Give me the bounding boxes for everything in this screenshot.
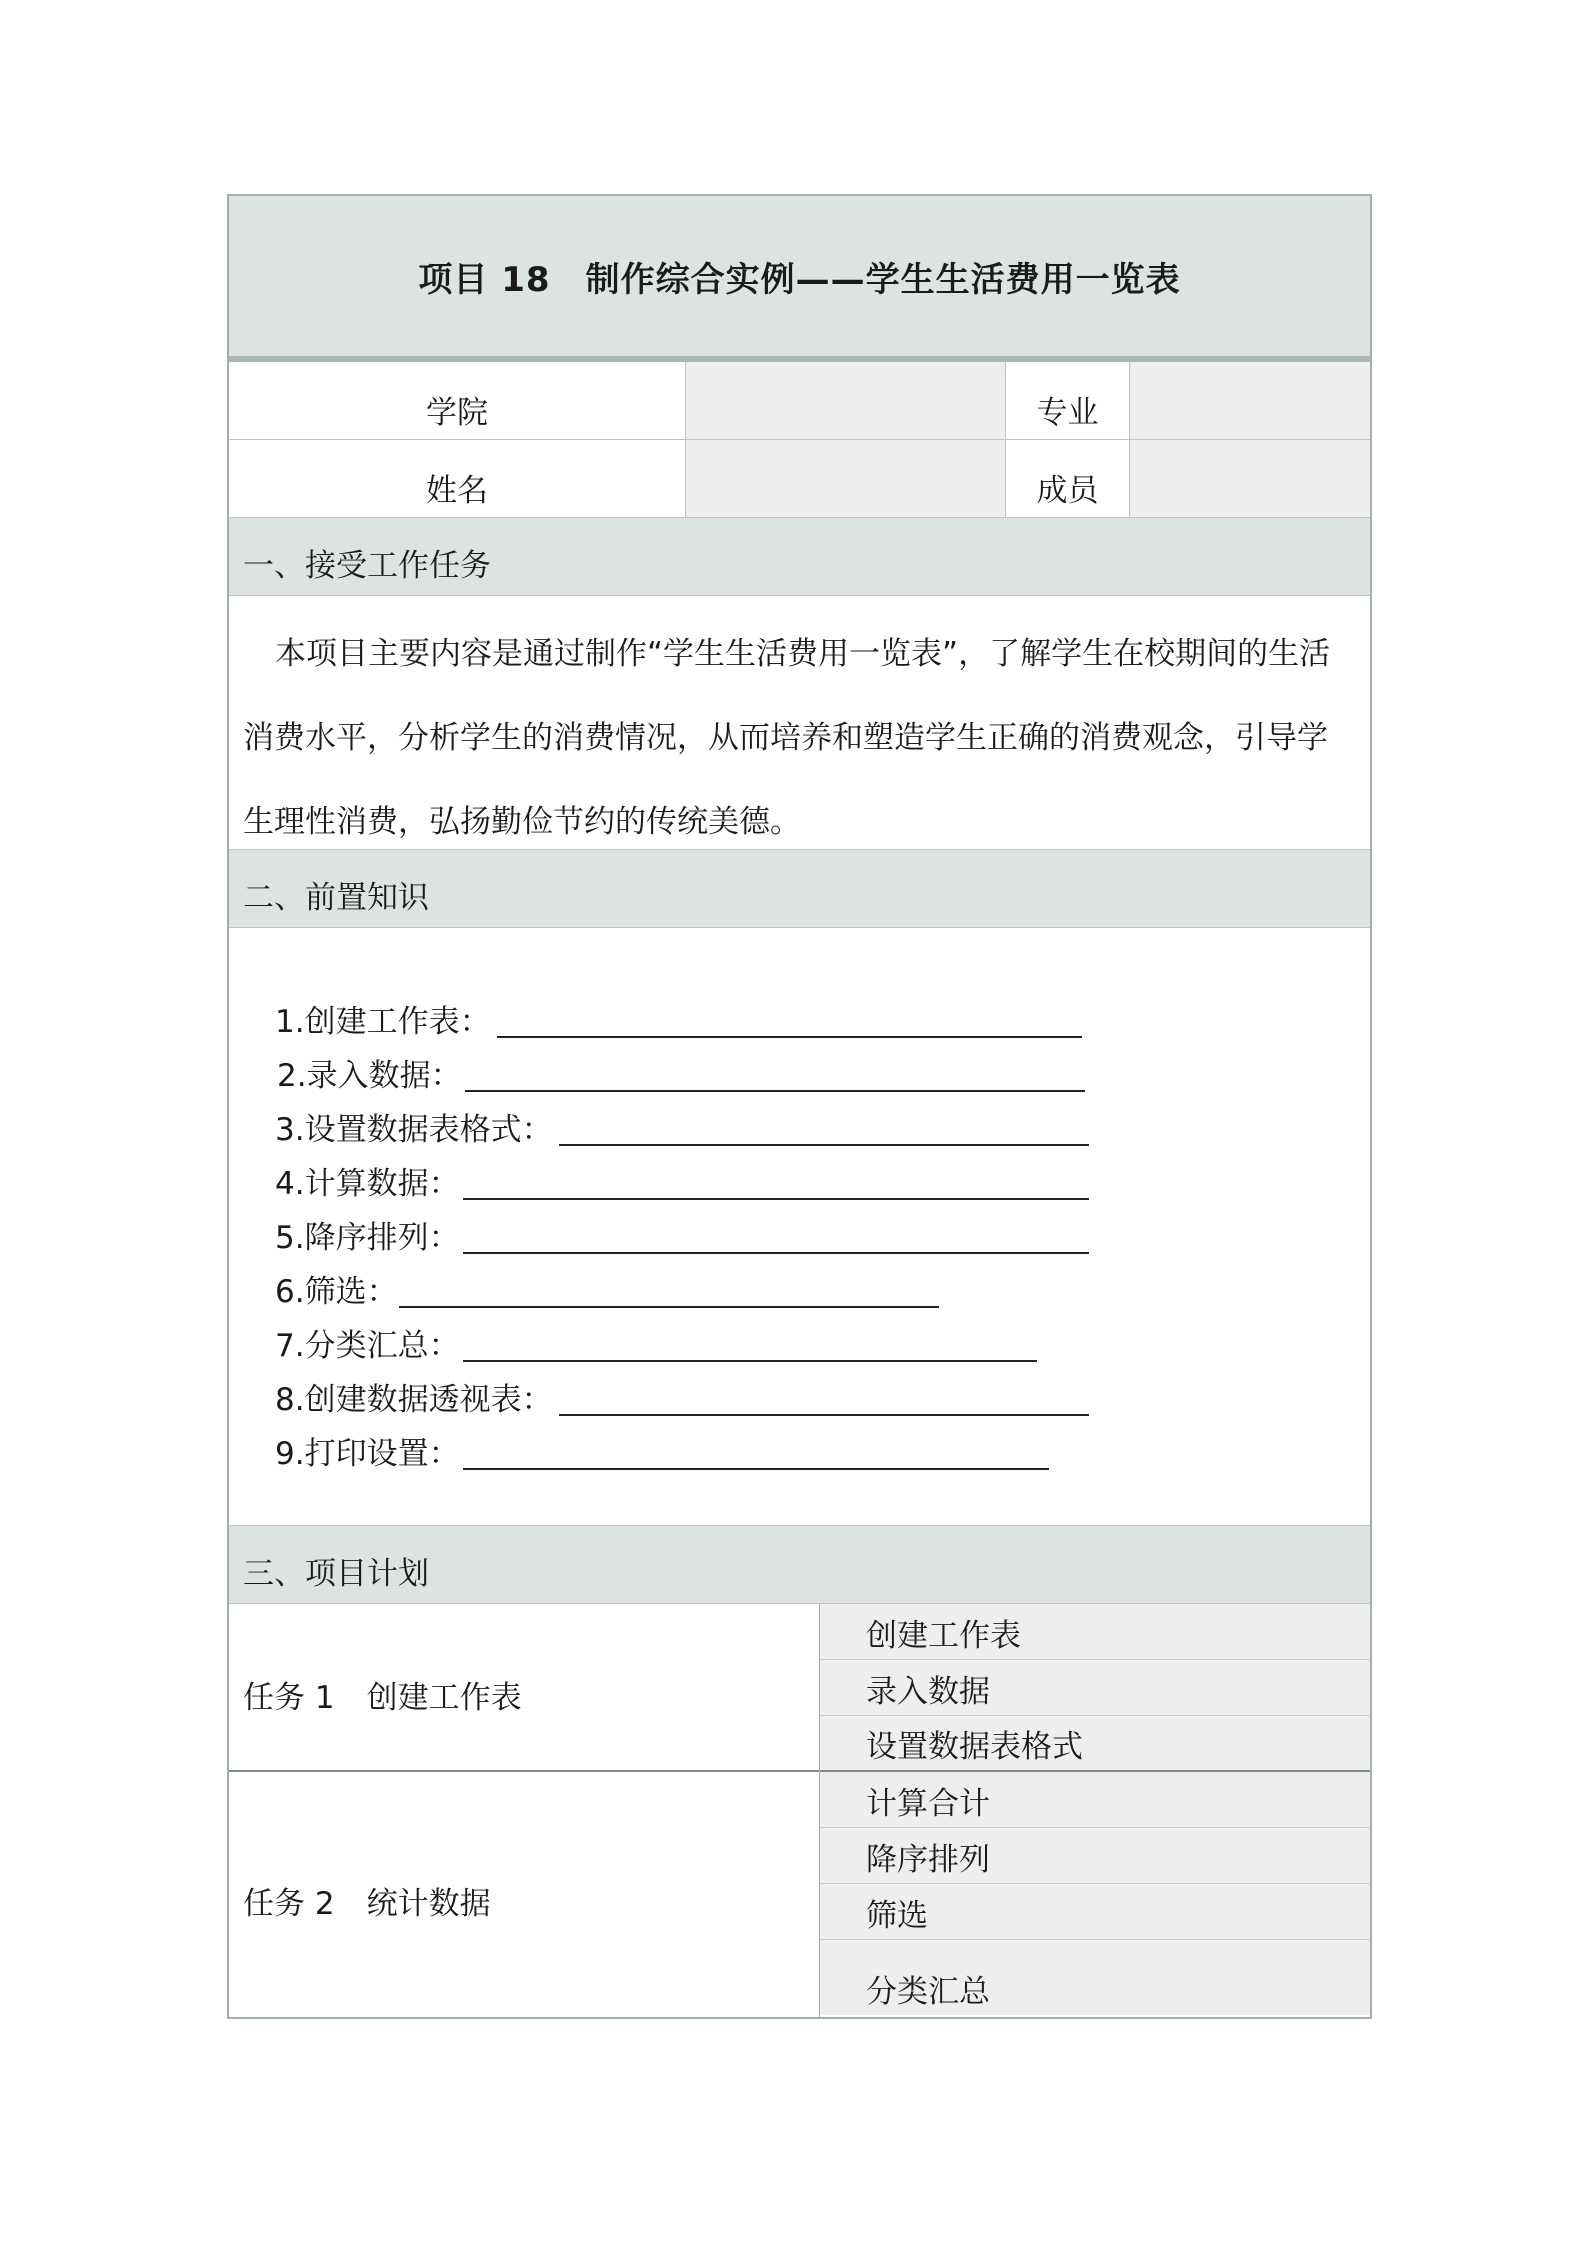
section-3-heading: 三、项目计划 bbox=[229, 1526, 1370, 1604]
knowledge-item bbox=[229, 1158, 1370, 1212]
knowledge-item bbox=[229, 1104, 1370, 1158]
task-1-number: 任务 1 bbox=[243, 1679, 335, 1716]
knowledge-item bbox=[229, 1266, 1370, 1320]
knowledge-item-label: 1.创建工作表： bbox=[275, 1004, 491, 1040]
answer-line[interactable] bbox=[463, 1252, 1089, 1254]
section-2-heading: 二、前置知识 bbox=[229, 850, 1370, 928]
knowledge-item bbox=[229, 1050, 1370, 1104]
project-plan bbox=[229, 1604, 1370, 2017]
subtask: 设置数据表格式 bbox=[820, 1716, 1370, 1772]
answer-line[interactable] bbox=[559, 1414, 1089, 1416]
college-field[interactable] bbox=[686, 362, 1006, 439]
answer-line[interactable] bbox=[463, 1360, 1037, 1362]
name-field[interactable] bbox=[686, 440, 1006, 517]
plan-tasks bbox=[229, 1604, 820, 2017]
name-label: 姓名 bbox=[229, 440, 686, 517]
worksheet-table bbox=[227, 194, 1372, 2019]
answer-line[interactable] bbox=[463, 1198, 1089, 1200]
knowledge-item bbox=[229, 996, 1370, 1050]
info-row-2 bbox=[229, 440, 1370, 518]
page-title: 项目 18 制作综合实例——学生生活费用一览表 bbox=[418, 259, 1181, 300]
knowledge-item bbox=[229, 1212, 1370, 1266]
knowledge-item-label: 9.打印设置： bbox=[275, 1436, 460, 1472]
knowledge-item-label: 3.设置数据表格式： bbox=[275, 1112, 553, 1148]
knowledge-item-label: 5.降序排列： bbox=[275, 1220, 460, 1256]
knowledge-item bbox=[229, 1320, 1370, 1374]
knowledge-item-label: 2.录入数据： bbox=[277, 1058, 462, 1094]
answer-line[interactable] bbox=[465, 1090, 1085, 1092]
knowledge-item-label: 7.分类汇总： bbox=[275, 1328, 460, 1364]
task-2-name: 统计数据 bbox=[366, 1886, 491, 1922]
major-field[interactable] bbox=[1130, 362, 1370, 439]
subtask: 降序排列 bbox=[820, 1828, 1370, 1884]
section-1-body: 本项目主要内容是通过制作“学生生活费用一览表”，了解学生在校期间的生活消费水平，分析学生的消费情况，从而培养和塑造学生正确的消费观念，引导学生理性消费，弘扬勤俭节约的传统美德。 bbox=[229, 596, 1370, 850]
plan-subtasks bbox=[820, 1604, 1370, 2017]
knowledge-item bbox=[229, 1428, 1370, 1482]
subtask: 分类汇总 bbox=[820, 1940, 1370, 2015]
college-label: 学院 bbox=[229, 362, 686, 439]
member-field[interactable] bbox=[1130, 440, 1370, 517]
knowledge-list bbox=[229, 928, 1370, 1526]
answer-line[interactable] bbox=[399, 1306, 939, 1308]
subtask: 筛选 bbox=[820, 1884, 1370, 1940]
title-row bbox=[229, 196, 1370, 362]
subtask: 计算合计 bbox=[820, 1772, 1370, 1828]
answer-line[interactable] bbox=[559, 1144, 1089, 1146]
major-label: 专业 bbox=[1006, 362, 1130, 439]
knowledge-item-label: 6.筛选： bbox=[275, 1274, 398, 1310]
task-2-number: 任务 2 bbox=[243, 1886, 335, 1922]
knowledge-item bbox=[229, 1374, 1370, 1428]
answer-line[interactable] bbox=[497, 1036, 1082, 1038]
task-1-name: 创建工作表 bbox=[366, 1679, 522, 1716]
task-2 bbox=[229, 1772, 819, 2017]
answer-line[interactable] bbox=[463, 1468, 1049, 1470]
subtask: 创建工作表 bbox=[820, 1604, 1370, 1660]
knowledge-item-label: 4.计算数据： bbox=[275, 1166, 460, 1202]
info-row-1 bbox=[229, 362, 1370, 440]
task-1 bbox=[229, 1604, 819, 1772]
subtask: 录入数据 bbox=[820, 1660, 1370, 1716]
member-label: 成员 bbox=[1006, 440, 1130, 517]
section-1-heading: 一、接受工作任务 bbox=[229, 518, 1370, 596]
knowledge-item-label: 8.创建数据透视表： bbox=[275, 1382, 553, 1418]
